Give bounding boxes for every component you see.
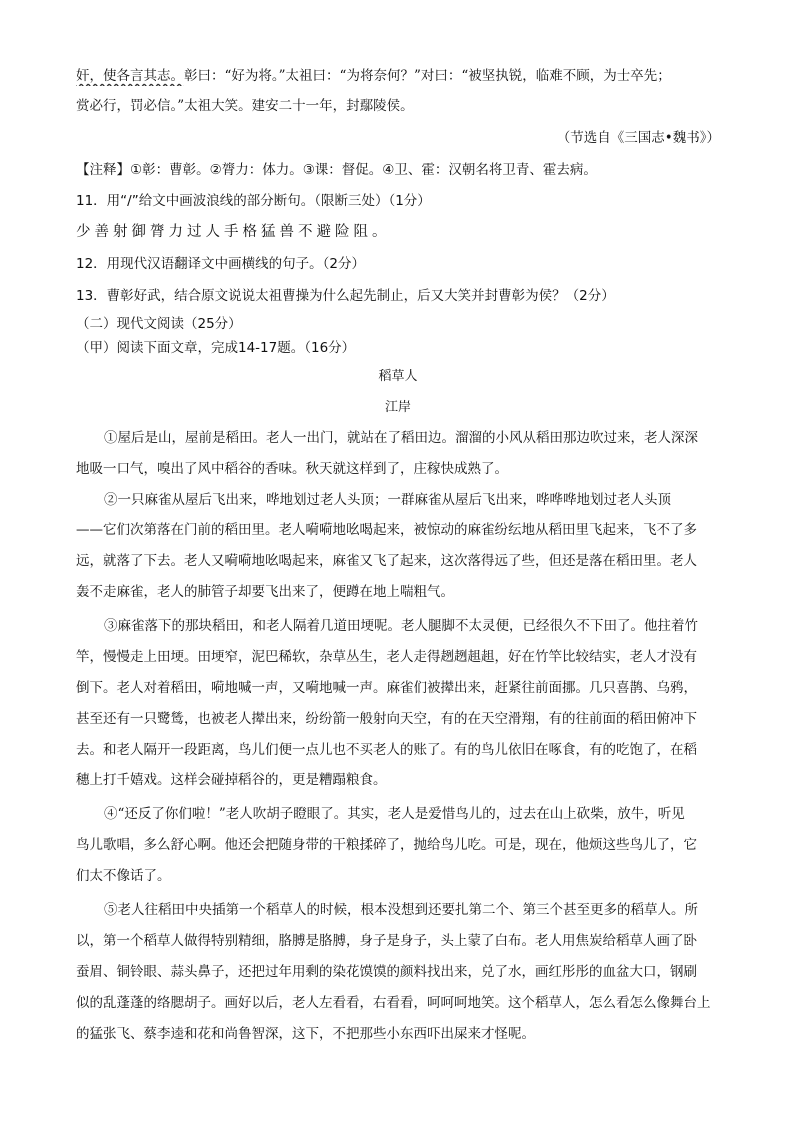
paragraph-3-line-2: 竿，慢慢走上田埂。田埂窄，泥巴稀软，杂草丛生，老人走得趔趔趄趄，好在竹竿比较结实，老人才没有	[76, 649, 697, 665]
paragraph-3-line-1: ③麻雀落下的那块稻田，和老人隔着几道田埂呢。老人腿脚不太灵便，已经很久不下田了。他拄着竹	[104, 618, 698, 634]
section-heading: （二）现代文阅读（25分）	[76, 316, 242, 332]
source-citation: （节选自《三国志•魏书》）	[556, 130, 720, 146]
classical-line-2: 赏必行，罚必信。”太祖大笑。建安二十一年，封鄢陵侯。	[76, 98, 414, 114]
wavy-underlined-fragment: 奸，使各言其志。	[76, 68, 184, 84]
question-11: 11．用“/”给文中画波浪线的部分断句。（限断三处）（1分）	[76, 193, 431, 209]
classical-line-1-rest: 彰曰：“好为将。”太祖曰：“为将奈何？”对曰：“被坚执锐，临难不顾，为士卒先；	[184, 68, 671, 84]
paragraph-4-line-3: 们太不像话了。	[76, 868, 171, 884]
paragraph-5-line-3: 蚕眉、铜铃眼、蒜头鼻子，还把过年用剩的染花馍馍的颜料找出来，兑了水，画红彤彤的血盆大口，钢刷	[76, 964, 697, 980]
article-title: 稻草人	[378, 369, 418, 384]
paragraph-4-line-2: 鸟儿歌唱，多么舒心啊。他还会把随身带的干粮揉碎了，抛给鸟儿吃。可是，现在，他烦这些鸟儿了，它	[76, 837, 697, 853]
paragraph-3-line-4: 甚至还有一只鹭鸶，也被老人撵出来，纷纷箭一般射向天空，有的在天空滑翔，有的往前面的稻田俯冲下	[76, 711, 697, 727]
classical-line-1	[76, 66, 720, 86]
question-13: 13．曹彰好武，结合原文说说太祖曹操为什么起先制止，后又大笑并封曹彰为侯？（2分）	[76, 288, 615, 304]
question-12: 12．用现代汉语翻译文中画横线的句子。（2分）	[76, 256, 366, 272]
section-subheading: （甲）阅读下面文章，完成14-17题。（16分）	[76, 340, 356, 356]
paragraph-5-line-5: 的猛张飞、蔡李逵和花和尚鲁智深，这下，不把那些小东西吓出屎来才怪呢。	[76, 1026, 535, 1042]
notes: 【注释】①彰：曹彰。②膂力：体力。③课：督促。④卫、霍：汉朝名将卫青、霍去病。	[76, 162, 597, 178]
paragraph-3-line-3: 倒下。老人对着稻田，嗬地喊一声，又嗬地喊一声。麻雀们被撵出来，赶紧往前面挪。几只喜鹊、乌鸦，	[76, 680, 697, 696]
paragraph-2-line-2: ——它们次第落在门前的稻田里。老人嗬嗬地吆喝起来，被惊动的麻雀纷纭地从稻田里飞起来，飞不了多	[76, 522, 697, 538]
article-author: 江岸	[384, 400, 411, 415]
question-11-text: 少善射御膂力过人手格猛兽不避险阻。	[76, 224, 391, 240]
paragraph-5-line-4: 似的乱蓬蓬的络腮胡子。画好以后，老人左看看，右看看，呵呵呵地笑。这个稻草人，怎么看怎么像舞台上	[76, 995, 711, 1011]
paragraph-1-line-2: 地吸一口气，嗅出了风中稻谷的香味。秋天就这样到了，庄稼快成熟了。	[76, 461, 508, 477]
paragraph-3-line-6: 穗上打千嬉戏。这样会碰掉稻谷的，更是糟蹋粮食。	[76, 772, 387, 788]
paragraph-5-line-1: ⑤老人往稻田中央插第一个稻草人的时候，根本没想到还要扎第二个、第三个甚至更多的稻草人。所	[104, 902, 698, 918]
paragraph-5-line-2: 以，第一个稻草人做得特别精细，胳膊是胳膊，身子是身子，头上蒙了白布。老人用焦炭给稻草人画了卧	[76, 933, 697, 949]
paragraph-4-line-1: ④“还反了你们啦！”老人吹胡子瞪眼了。其实，老人是爱惜鸟儿的，过去在山上砍柴，放牛，听见	[104, 806, 685, 822]
paragraph-1-line-1: ①屋后是山，屋前是稻田。老人一出门，就站在了稻田边。溜溜的小风从稻田那边吹过来，老人深深	[104, 430, 698, 446]
paragraph-3-line-5: 去。和老人隔开一段距离，鸟儿们便一点儿也不买老人的账了。有的鸟儿依旧在啄食，有的吃饱了，在稻	[76, 742, 697, 758]
paragraph-2-line-4: 轰不走麻雀，老人的肺管子却要飞出来了，便蹲在地上喘粗气。	[76, 584, 454, 600]
paragraph-2-line-3: 远，就落了下去。老人又嗬嗬地吆喝起来，麻雀又飞了起来，这次落得远了些，但还是落在稻田里。老人	[76, 553, 697, 569]
paragraph-2-line-1: ②一只麻雀从屋后飞出来，哗地划过老人头顶；一群麻雀从屋后飞出来，哗哗哗地划过老人头顶	[104, 492, 671, 508]
